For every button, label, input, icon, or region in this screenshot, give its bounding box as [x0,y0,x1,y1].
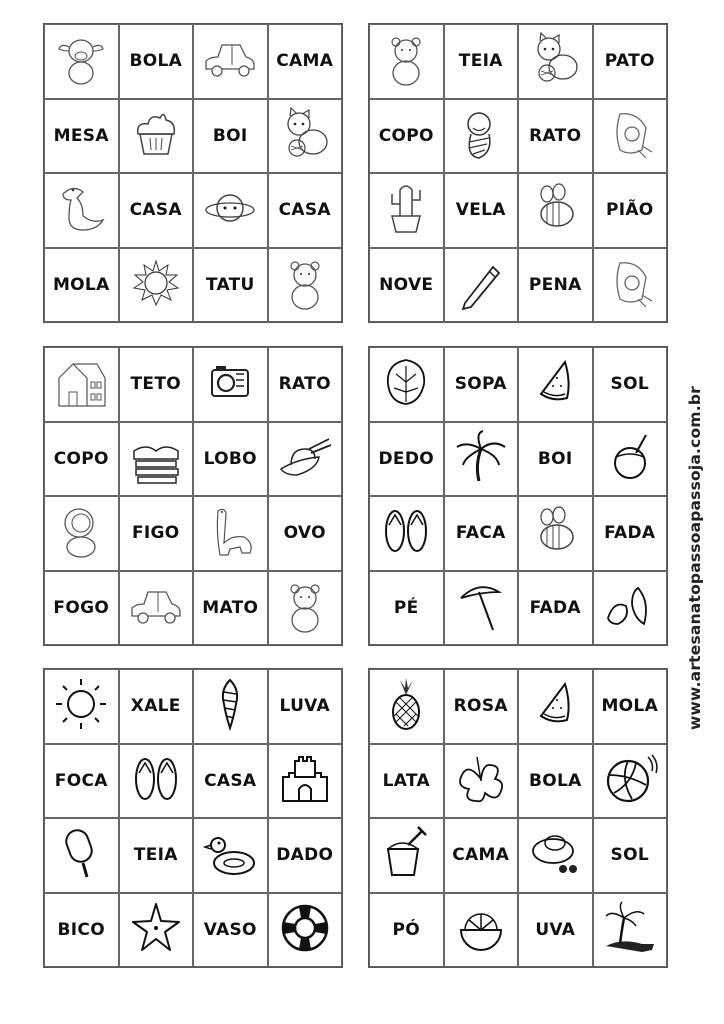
word-label: OVO [283,523,326,544]
cupcake-icon [128,106,184,166]
picture-cell [193,496,268,571]
word-label: BICO [57,919,105,940]
word-label: CASA [129,200,182,221]
word-cell [119,669,194,744]
picture-cell [44,496,119,571]
word-cell [369,893,444,968]
word-label: TEIA [133,845,178,866]
teddy-bear-icon [378,31,434,91]
word-cell [593,173,668,248]
picture-cell [593,99,668,174]
word-label: MESA [53,125,109,146]
picture-cell [119,248,194,323]
word-cell [369,422,444,497]
word-label: UVA [535,919,576,940]
sun-icon [53,676,109,736]
conch-shell-icon [202,676,258,736]
sandcastle-icon [277,751,333,811]
picture-cell [119,422,194,497]
word-cell [593,347,668,422]
word-cell [193,571,268,646]
word-label: CASA [278,200,331,221]
word-label: LATA [382,770,430,791]
picture-cell [268,893,343,968]
word-label: RATO [278,374,331,395]
picture-cell [369,24,444,99]
word-label: MOLA [601,696,659,717]
word-cell [369,571,444,646]
sun-hat-icon [277,429,333,489]
word-cell [444,347,519,422]
word-label: COPO [378,125,434,146]
picture-cell [369,347,444,422]
planet-icon [202,180,258,240]
word-cell [268,173,343,248]
picture-cell [518,24,593,99]
seashells-icon [602,578,658,638]
word-cell [369,744,444,819]
rocket-icon [602,106,658,166]
word-cell [44,99,119,174]
picture-cell [444,571,519,646]
picture-cell [193,818,268,893]
picture-cell [268,422,343,497]
word-label: SOL [610,845,649,866]
kitten-yarn-icon [277,106,333,166]
word-label: VASO [203,919,257,940]
picture-cell [444,744,519,819]
astronaut-icon [53,503,109,563]
word-cell [444,818,519,893]
picture-cell [593,248,668,323]
word-label: DADO [276,845,334,866]
pencil-icon [453,255,509,315]
word-label: MOLA [52,274,110,295]
word-label: FADA [604,523,656,544]
picture-cell [593,422,668,497]
teddy-bear-icon [277,255,333,315]
bingo-card-2 [368,23,668,323]
picture-cell [268,248,343,323]
word-cell [193,248,268,323]
word-label: TEIA [458,51,503,72]
cactus-icon [378,180,434,240]
kitten-yarn-icon [527,31,583,91]
word-cell [44,571,119,646]
picture-cell [518,669,593,744]
word-cell [193,99,268,174]
word-cell [518,744,593,819]
bingo-card-3 [43,346,343,646]
picture-cell [444,99,519,174]
website-credit: www.artesanatopassoapassoja.com.br [686,386,704,730]
word-label: FACA [455,523,506,544]
lifebuoy-icon [277,900,333,960]
word-label: BOI [212,125,248,146]
picture-cell [444,422,519,497]
teddy-bear-icon [277,578,333,638]
word-label: PIÃO [605,200,654,221]
flip-flops-icon [128,751,184,811]
word-cell [268,669,343,744]
word-cell [444,669,519,744]
word-cell [119,818,194,893]
watermelon-slice-icon [527,676,583,736]
word-label: BOI [537,448,573,469]
word-label: FADA [529,597,581,618]
picture-cell [268,99,343,174]
island-icon [602,900,658,960]
baby-icon [453,106,509,166]
picture-cell [193,24,268,99]
popsicle-icon [53,825,109,885]
word-cell [518,893,593,968]
word-label: NOVE [379,274,434,295]
house-icon [53,354,109,414]
word-label: FOCA [54,770,108,791]
picture-cell [44,24,119,99]
picture-cell [268,571,343,646]
word-cell [444,173,519,248]
word-label: ROSA [453,696,508,717]
word-cell [119,173,194,248]
picture-cell [44,818,119,893]
word-cell [593,24,668,99]
word-label: PENA [528,274,582,295]
volleyball-icon [602,751,658,811]
picture-cell [44,669,119,744]
picture-cell [44,347,119,422]
bingo-card-6 [368,668,668,968]
word-label: PATO [604,51,655,72]
dinosaur-icon [202,503,258,563]
pineapple-icon [378,676,434,736]
picture-cell [44,173,119,248]
sand-bucket-icon [378,825,434,885]
word-label: CAMA [276,51,334,72]
picture-cell [119,893,194,968]
hat-sunglasses-icon [527,825,583,885]
word-label: SOL [610,374,649,395]
car-icon [202,31,258,91]
word-label: BOLA [129,51,183,72]
word-cell [444,24,519,99]
rocket-icon [602,255,658,315]
cow-icon [53,31,109,91]
picture-cell [119,744,194,819]
palm-tree-icon [453,429,509,489]
bee-icon [527,503,583,563]
word-cell [44,422,119,497]
word-cell [518,99,593,174]
word-label: LUVA [279,696,330,717]
books-icon [128,429,184,489]
word-cell [369,99,444,174]
picture-cell [444,893,519,968]
word-cell [268,818,343,893]
word-cell [518,571,593,646]
picture-cell [193,173,268,248]
word-cell [119,24,194,99]
word-label: TATU [205,274,255,295]
word-label: SOPA [454,374,507,395]
word-cell [44,893,119,968]
monstera-leaf-icon [378,354,434,414]
picture-cell [518,173,593,248]
coconut-drink-icon [602,429,658,489]
word-cell [518,248,593,323]
word-label: FOGO [53,597,110,618]
picture-cell [119,571,194,646]
picture-cell [369,669,444,744]
picture-cell [369,173,444,248]
word-cell [119,496,194,571]
word-label: VELA [455,200,506,221]
word-label: PÉ [393,597,419,618]
word-cell [593,496,668,571]
word-cell [193,744,268,819]
hibiscus-icon [453,751,509,811]
word-label: RATO [529,125,582,146]
word-cell [44,248,119,323]
picture-cell [369,496,444,571]
word-cell [193,893,268,968]
picture-cell [119,99,194,174]
word-label: TETO [130,374,181,395]
word-cell [268,496,343,571]
word-label: MATO [202,597,259,618]
word-cell [193,422,268,497]
word-label: PÓ [392,919,420,940]
word-label: COPO [53,448,109,469]
word-cell [593,669,668,744]
picture-cell [193,669,268,744]
word-label: FIGO [131,523,180,544]
word-cell [444,496,519,571]
picture-cell [518,818,593,893]
word-cell [593,818,668,893]
picture-cell [268,744,343,819]
picture-cell [444,248,519,323]
duck-float-icon [202,825,258,885]
word-cell [518,422,593,497]
word-label: XALE [130,696,181,717]
picture-cell [193,347,268,422]
dinosaur-croc-icon [53,180,109,240]
sun-spiky-icon [128,255,184,315]
bingo-card-5 [43,668,343,968]
word-cell [369,248,444,323]
camera-icon [202,354,258,414]
picture-cell [518,496,593,571]
picture-cell [593,571,668,646]
bingo-card-1 [43,23,343,323]
picture-cell [518,347,593,422]
word-cell [268,24,343,99]
word-label: CASA [204,770,257,791]
watermelon-slice-icon [527,354,583,414]
bingo-card-4 [368,346,668,646]
flip-flops-icon [378,503,434,563]
starfish-icon [128,900,184,960]
word-cell [268,347,343,422]
orange-slice-icon [453,900,509,960]
word-cell [44,744,119,819]
word-label: LOBO [203,448,257,469]
picture-cell [369,818,444,893]
word-cell [119,347,194,422]
picture-cell [593,893,668,968]
word-label: BOLA [528,770,582,791]
beach-umbrella-icon [453,578,509,638]
word-label: CAMA [452,845,510,866]
word-label: DEDO [378,448,434,469]
picture-cell [593,744,668,819]
car-icon [128,578,184,638]
bee-icon [527,180,583,240]
